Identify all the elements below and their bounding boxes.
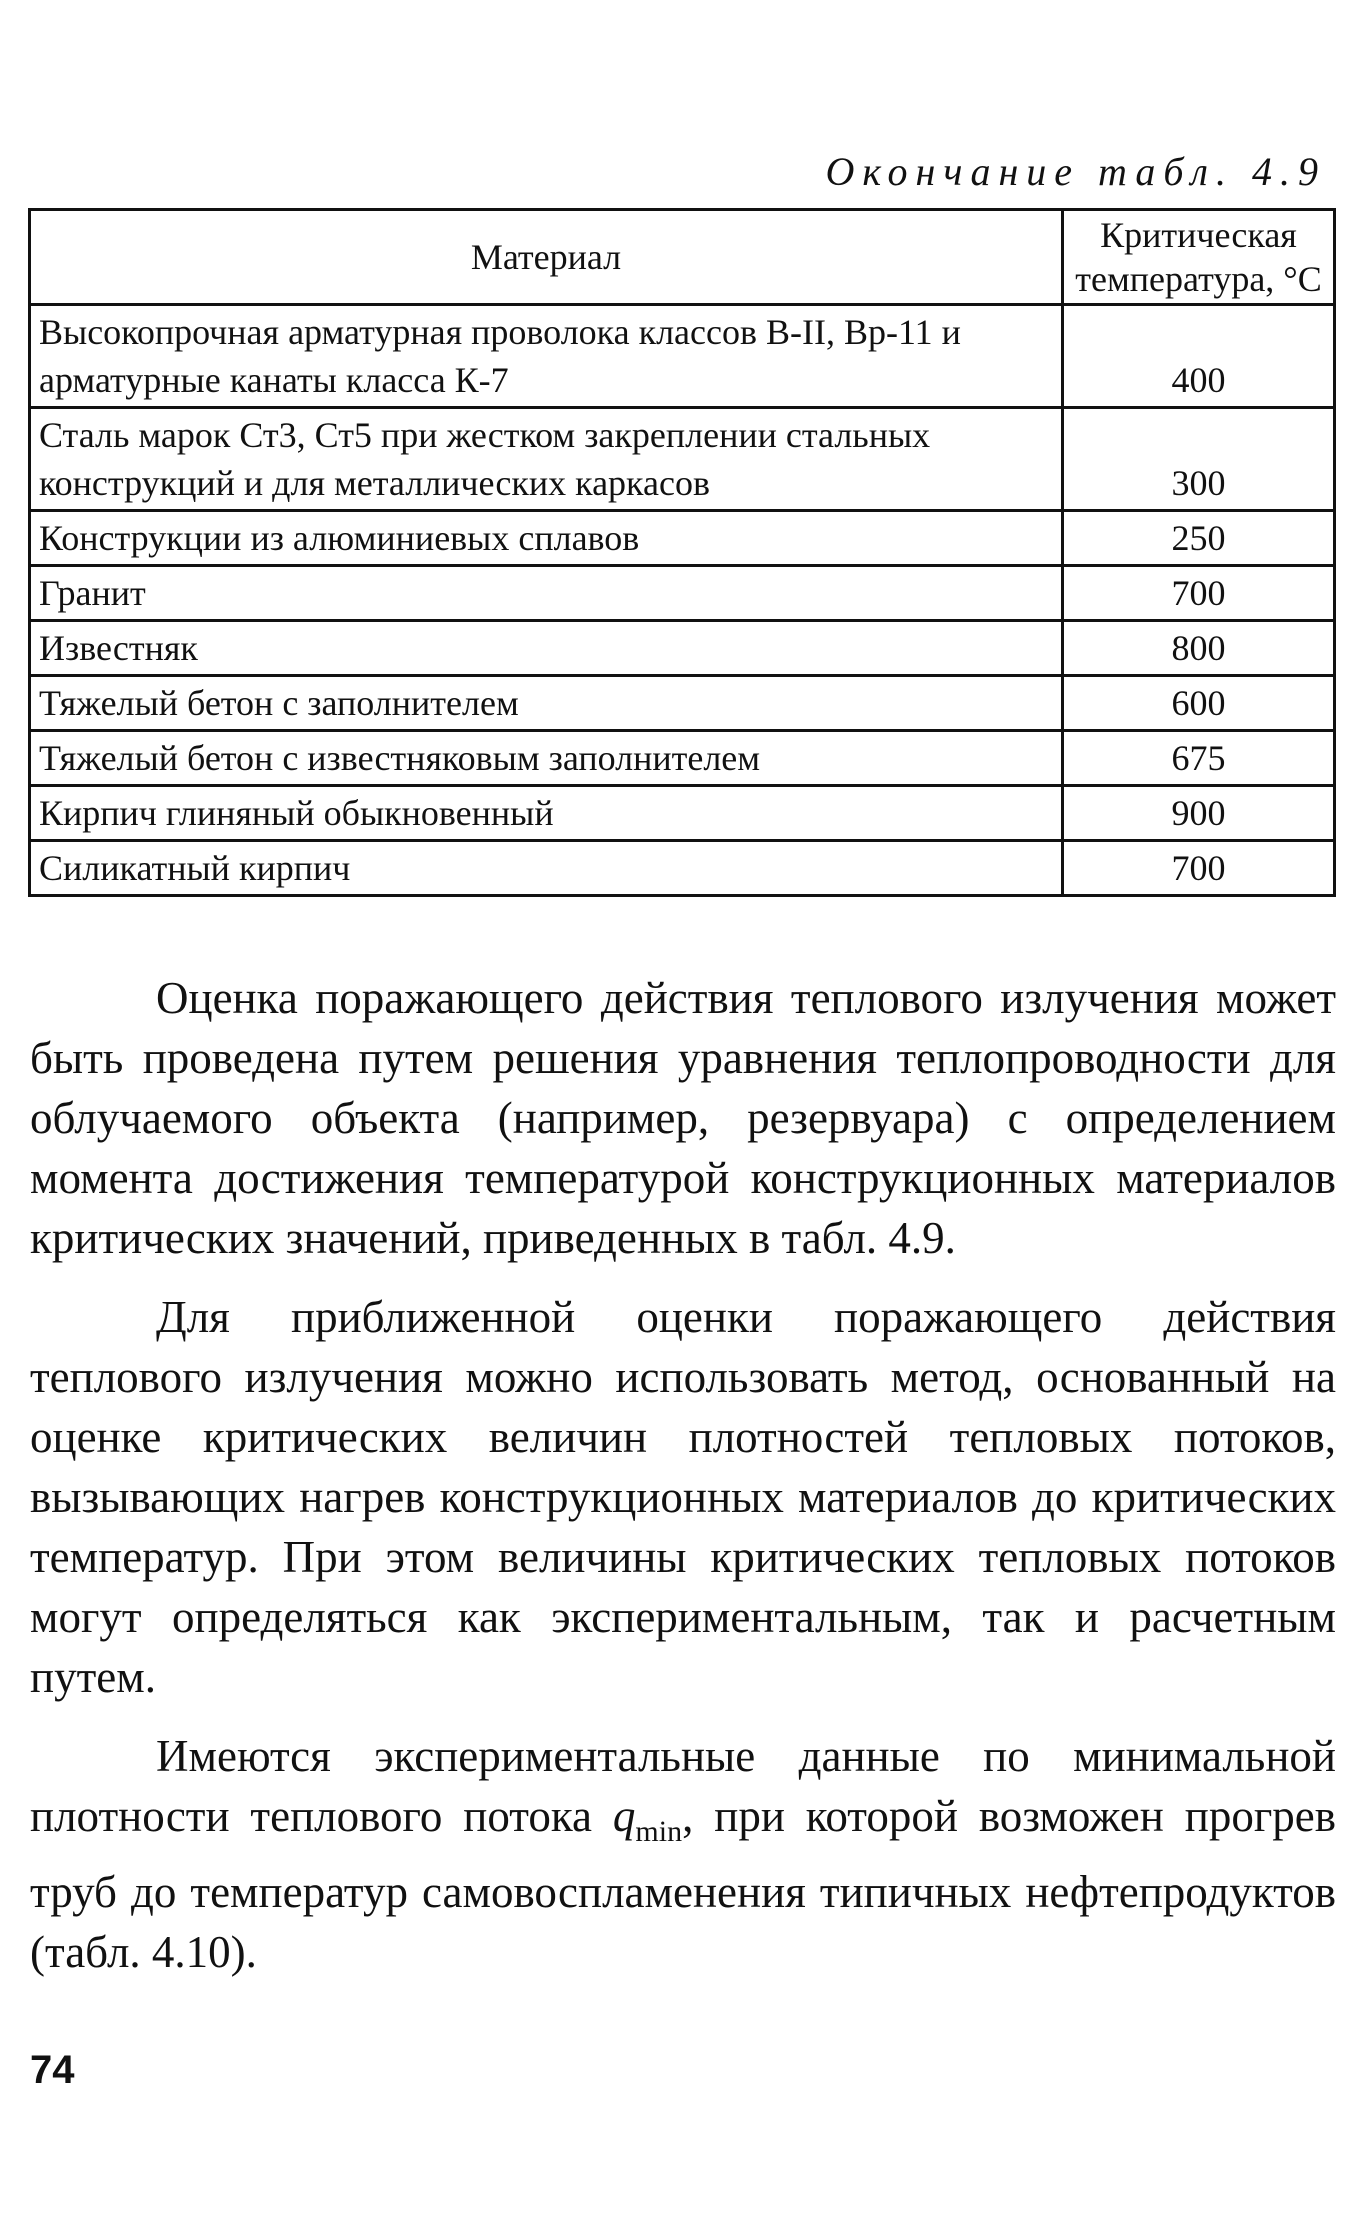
paragraph-3: [30, 1726, 1336, 1982]
temperature-cell: 250: [1063, 511, 1335, 566]
material-cell: Кирпич глиняный обыкновенный: [30, 786, 1063, 841]
table-row: [30, 511, 1335, 566]
q-min-subscript: min: [635, 1815, 683, 1848]
material-cell: Конструкции из алюминиевых сплавов: [30, 511, 1063, 566]
body-text: [30, 968, 1336, 2001]
q-min-symbol: q: [612, 1791, 636, 1841]
table-row: [30, 566, 1335, 621]
material-cell: Тяжелый бетон с заполнителем: [30, 676, 1063, 731]
header-critical-temperature: Критическая температура, °С: [1063, 210, 1335, 305]
page-number: 74: [30, 2048, 75, 2092]
paragraph-2: Для приближенной оценки поражающего действия теплового излучения можно использовать метод, основанный на оценке критических величин плотностей тепловых потоков, вызывающих нагрев конструкционных материалов до критических температур. При этом величины критических тепловых потоков могут определяться как экспериментальным, так и расчетным путем.: [30, 1292, 1336, 1702]
material-cell: Силикатный кирпич: [30, 841, 1063, 896]
temperature-cell: 600: [1063, 676, 1335, 731]
paragraph-1: Оценка поражающего действия теплового излучения может быть проведена путем решения уравнения теплопроводности для облучаемого объекта (например, резервуара) с определением момента достижения температурой конструкционных материалов критических значений, приведенных в табл. 4.9.: [30, 973, 1336, 1263]
table-row: [30, 731, 1335, 786]
material-cell: Высокопрочная арматурная проволока классов В-II, Вр-11 и арматурные канаты класса К-7: [30, 305, 1063, 408]
temperature-cell: 700: [1063, 566, 1335, 621]
temperature-cell: 675: [1063, 731, 1335, 786]
critical-temperature-table: [28, 208, 1336, 897]
material-cell: Тяжелый бетон с известняковым заполнителем: [30, 731, 1063, 786]
table-row: [30, 786, 1335, 841]
temperature-cell: 700: [1063, 841, 1335, 896]
temperature-cell: 900: [1063, 786, 1335, 841]
paragraph-3-end: , при которой возможен прогрев труб до температур самовоспламенения типичных нефтепродуктов (табл. 4.10).: [30, 1791, 1337, 1977]
material-cell: Сталь марок Ст3, Ст5 при жестком закреплении стальных конструкций и для металлических каркасов: [30, 408, 1063, 511]
table-row: [30, 676, 1335, 731]
table-row: [30, 305, 1335, 408]
material-cell: Гранит: [30, 566, 1063, 621]
temperature-cell: 400: [1063, 305, 1335, 408]
material-cell: Известняк: [30, 621, 1063, 676]
table-header-row: [30, 210, 1335, 305]
table-caption: Окончание табл. 4.9: [825, 149, 1326, 194]
table-row: [30, 621, 1335, 676]
table-row: [30, 408, 1335, 511]
table-body: [30, 305, 1335, 896]
table-row: [30, 841, 1335, 896]
temperature-cell: 300: [1063, 408, 1335, 511]
header-material: Материал: [30, 210, 1063, 305]
temperature-cell: 800: [1063, 621, 1335, 676]
paragraph-3-start: Имеются экспериментальные данные по минимальной плотности теплового потока: [30, 1731, 1336, 1841]
